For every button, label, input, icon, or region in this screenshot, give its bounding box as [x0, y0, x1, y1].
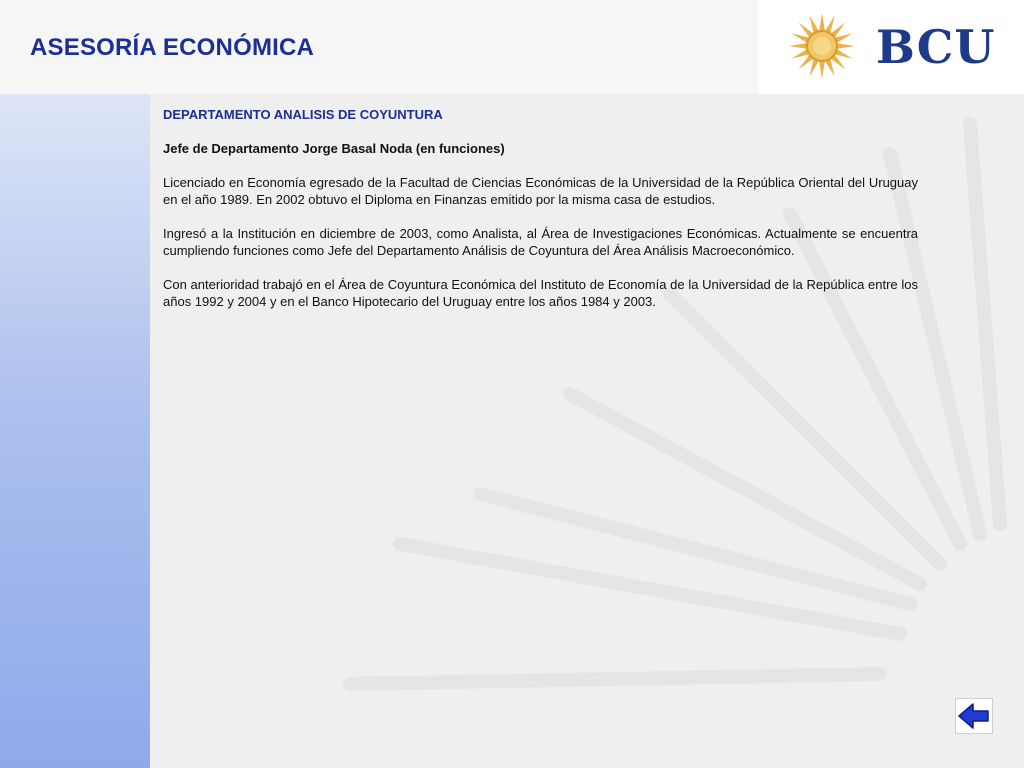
sidebar-gradient	[0, 94, 150, 768]
department-heading: DEPARTAMENTO ANALISIS DE COYUNTURA	[163, 107, 443, 122]
bcu-logo	[758, 0, 1024, 94]
chief-heading: Jefe de Departamento Jorge Basal Noda (en funciones)	[163, 141, 505, 156]
header-bar	[0, 0, 1024, 94]
main-content-area	[150, 94, 1024, 768]
paragraph-institution: Ingresó a la Institución en diciembre de 2003, como Analista, al Área de Investigaciones Económicas. Actualmente se encuentra cumpliendo funciones como Jefe del Departamento Análisis de Coyuntura del Área Análisis Macroeconómico.	[163, 226, 918, 258]
back-arrow-icon	[958, 702, 990, 730]
paragraph-previous-experience: Con anterioridad trabajó en el Área de Coyuntura Económica del Instituto de Economía de la Universidad de la República entre los años 1992 y 2004 y en el Banco Hipotecario del Uruguay entre los años 1984 y 2003.	[163, 277, 918, 309]
paragraph-education: Licenciado en Economía egresado de la Facultad de Ciencias Económicas de la Universidad de la República Oriental del Uruguay en el año 1989. En 2002 obtuvo el Diploma en Finanzas emitido por la misma casa de estudios.	[163, 175, 918, 207]
bcu-logo-text: BCU	[876, 20, 996, 74]
page-title: ASESORÍA ECONÓMICA	[30, 34, 315, 61]
back-button[interactable]	[955, 698, 993, 734]
sun-emblem-icon	[788, 12, 856, 80]
content-body	[163, 106, 918, 327]
